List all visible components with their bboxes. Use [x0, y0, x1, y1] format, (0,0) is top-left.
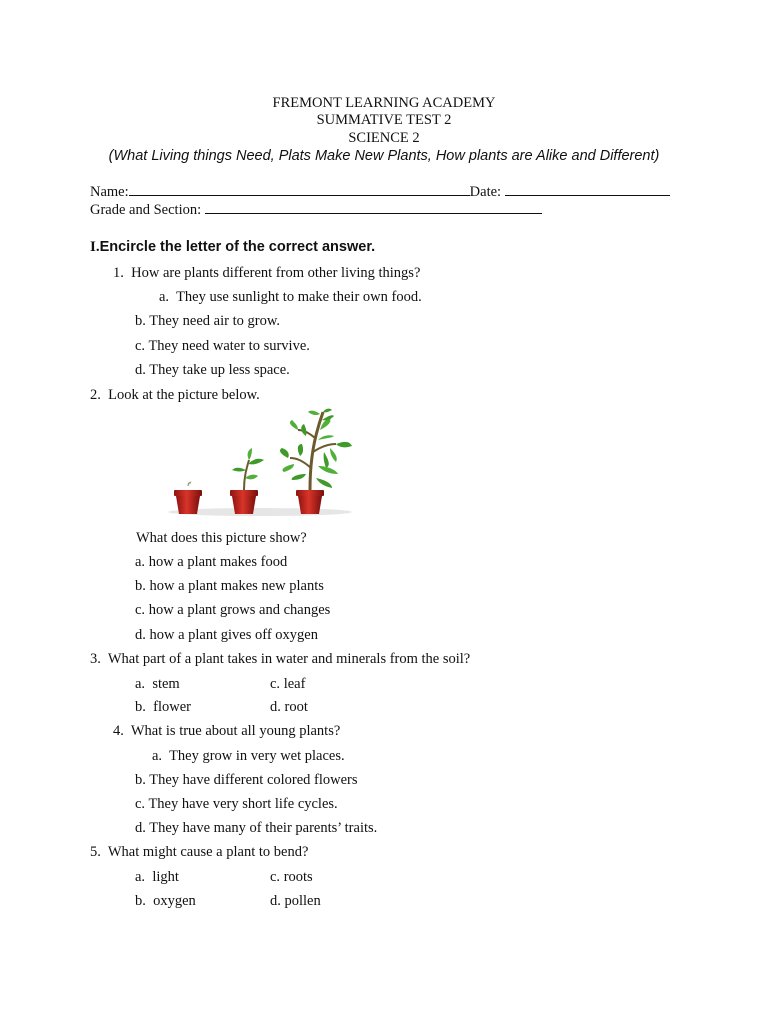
- date-field[interactable]: [505, 194, 670, 196]
- question-text: What might cause a plant to bend?: [107, 844, 309, 860]
- question-text: What is true about all young plants?: [130, 723, 341, 739]
- option-text: how a plant gives off oxygen: [149, 627, 318, 643]
- option-text: how a plant makes food: [148, 554, 288, 570]
- q4-option-a[interactable]: [152, 749, 345, 764]
- young-plant-pot: [230, 448, 264, 514]
- section-numeral: I.: [90, 239, 100, 255]
- mature-plant-pot: [280, 409, 352, 514]
- option-letter: a.: [152, 748, 163, 764]
- question-4: [113, 724, 340, 739]
- option-text: how a plant makes new plants: [149, 578, 324, 594]
- name-field[interactable]: [129, 194, 470, 196]
- option-letter: a.: [135, 676, 146, 692]
- option-text: how a plant grows and changes: [148, 602, 331, 618]
- school-name: FREMONT LEARNING ACADEMY: [272, 95, 496, 111]
- plant-growth-illustration: [160, 408, 360, 518]
- grade-label: Grade and Section:: [90, 202, 202, 218]
- q4-option-c[interactable]: [135, 797, 338, 812]
- question-number: 2.: [90, 387, 101, 403]
- question-1: [113, 266, 420, 281]
- option-letter: b.: [135, 893, 146, 909]
- option-letter: c.: [135, 602, 146, 618]
- option-letter: d.: [270, 699, 281, 715]
- option-text: They need water to survive.: [148, 338, 310, 354]
- q2-option-c[interactable]: [135, 603, 330, 618]
- q5-option-d[interactable]: [270, 894, 321, 909]
- option-text: root: [284, 699, 308, 715]
- option-text: They have very short life cycles.: [148, 796, 338, 812]
- q1-option-b[interactable]: [135, 314, 280, 329]
- question-2: [90, 388, 260, 403]
- option-letter: d.: [270, 893, 281, 909]
- q2-option-b[interactable]: [135, 579, 324, 594]
- q5-option-b[interactable]: [135, 894, 196, 909]
- date-label: Date:: [469, 184, 502, 200]
- q1-option-a[interactable]: [159, 290, 422, 305]
- q3-option-a[interactable]: [135, 677, 180, 692]
- option-text: pollen: [284, 893, 321, 909]
- q4-option-b[interactable]: [135, 773, 358, 788]
- question-text: Look at the picture below.: [108, 387, 260, 403]
- subject-title: SCIENCE 2: [348, 130, 420, 146]
- option-letter: d.: [135, 362, 146, 378]
- q2-prompt: What does this picture show?: [136, 530, 307, 546]
- q1-option-c[interactable]: [135, 339, 310, 354]
- question-5: [90, 845, 308, 860]
- option-text: They have different colored flowers: [149, 772, 358, 788]
- section-instruction: Encircle the letter of the correct answer.: [99, 239, 376, 255]
- question-text: What part of a plant takes in water and minerals from the soil?: [107, 651, 471, 667]
- question-number: 5.: [90, 844, 101, 860]
- q5-option-c[interactable]: [270, 870, 313, 885]
- q1-option-d[interactable]: [135, 363, 290, 378]
- option-letter: d.: [135, 820, 146, 836]
- option-letter: c.: [135, 338, 146, 354]
- option-letter: a.: [159, 289, 170, 305]
- option-text: stem: [152, 676, 180, 692]
- plant-growth-stages-icon: [160, 408, 360, 518]
- question-3: [90, 652, 470, 667]
- q3-option-c[interactable]: [270, 677, 305, 692]
- question-number: 1.: [113, 265, 124, 281]
- q5-option-a[interactable]: [135, 870, 179, 885]
- option-text: They grow in very wet places.: [169, 748, 345, 764]
- question-text: How are plants different from other living things?: [131, 265, 421, 281]
- q3-option-b[interactable]: [135, 700, 191, 715]
- name-label: Name:: [90, 184, 129, 200]
- option-text: They take up less space.: [149, 362, 290, 378]
- option-text: flower: [153, 699, 191, 715]
- option-text: leaf: [283, 676, 306, 692]
- option-letter: b.: [135, 772, 146, 788]
- q4-option-d[interactable]: [135, 821, 377, 836]
- option-letter: c.: [270, 676, 281, 692]
- q2-option-d[interactable]: [135, 628, 318, 643]
- option-letter: d.: [135, 627, 146, 643]
- option-text: light: [152, 869, 179, 885]
- option-letter: b.: [135, 699, 146, 715]
- question-number: 3.: [90, 651, 101, 667]
- option-text: They have many of their parents’ traits.: [149, 820, 378, 836]
- test-title: SUMMATIVE TEST 2: [316, 112, 452, 128]
- grade-section-field[interactable]: [205, 212, 542, 214]
- option-text: oxygen: [153, 893, 196, 909]
- topics-subtitle: (What Living things Need, Plats Make New Plants, How plants are Alike and Different): [108, 148, 660, 164]
- option-text: roots: [283, 869, 313, 885]
- name-row: [90, 185, 670, 200]
- seedling-pot: [174, 481, 202, 514]
- option-letter: b.: [135, 313, 146, 329]
- option-letter: c.: [270, 869, 281, 885]
- grade-row: [90, 203, 542, 218]
- section-heading: [90, 240, 375, 255]
- q2-option-a[interactable]: [135, 555, 287, 570]
- option-text: They need air to grow.: [149, 313, 280, 329]
- question-number: 4.: [113, 723, 124, 739]
- option-letter: c.: [135, 796, 146, 812]
- q3-option-d[interactable]: [270, 700, 308, 715]
- option-letter: b.: [135, 578, 146, 594]
- option-letter: a.: [135, 554, 146, 570]
- option-letter: a.: [135, 869, 146, 885]
- option-text: They use sunlight to make their own food.: [176, 289, 422, 305]
